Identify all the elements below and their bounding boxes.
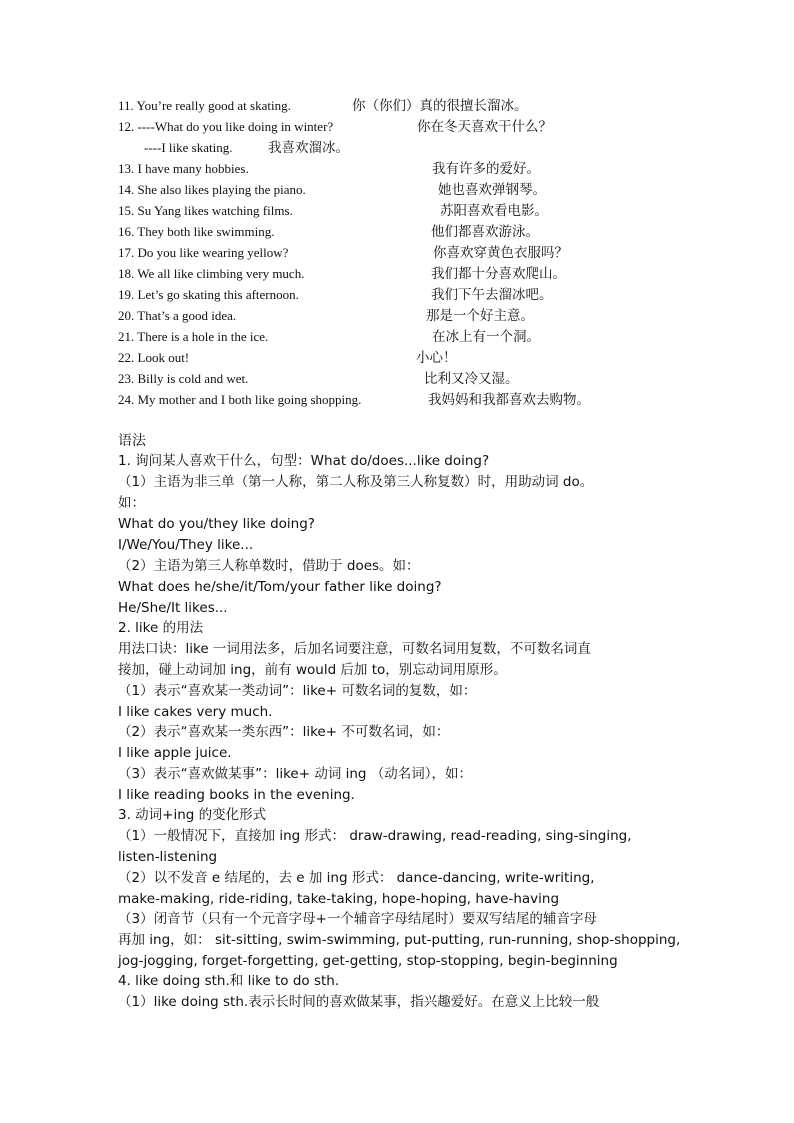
sentence-12-answer-zh: 我喜欢溜冰。	[268, 140, 349, 156]
sentence-22-en: 22. Look out!	[118, 350, 190, 365]
sentence-21-zh: 在冰上有一个洞。	[432, 329, 540, 345]
sentence-19-zh: 我们下午去溜冰吧。	[431, 287, 553, 303]
sentence-17-en: 17. Do you like wearing yellow?	[118, 245, 289, 260]
sentence-13-zh: 我有许多的爱好。	[432, 161, 540, 177]
grammar-line: 用法口诀：like 一词用法多，后加名词要注意，可数名词用复数，不可数名词直	[118, 641, 591, 657]
sentence-18-zh: 我们都十分喜欢爬山。	[431, 266, 566, 282]
grammar-line: （2）表示“喜欢某一类东西”：like+ 不可数名词，如：	[118, 724, 450, 740]
sentence-11-en: 11. You’re really good at skating.	[118, 98, 291, 113]
grammar-line: 4. like doing sth.和 like to do sth.	[118, 973, 340, 989]
sentence-23-en: 23. Billy is cold and wet.	[118, 371, 249, 386]
sentence-11-zh: 你（你们）真的很擅长溜冰。	[352, 98, 528, 114]
sentence-12-en: 12. ----What do you like doing in winter?	[118, 119, 334, 134]
sentence-12-answer-en: ----I like skating.	[144, 140, 233, 155]
grammar-line: listen-listening	[118, 849, 218, 865]
grammar-line: 1. 询问某人喜欢干什么，句型：What do/does...like doing?	[118, 453, 490, 469]
grammar-line: He/She/It likes...	[118, 600, 228, 616]
grammar-line: 再加 ing，如： sit-sitting, swim-swimming, put-putting, run-running, shop-shopping,	[118, 932, 681, 948]
grammar-heading: 语法	[118, 433, 146, 449]
sentence-16-zh: 他们都喜欢游泳。	[431, 224, 539, 240]
sentence-22-zh: 小心！	[416, 350, 457, 366]
sentence-13-en: 13. I have many hobbies.	[118, 161, 249, 176]
sentence-19-en: 19. Let’s go skating this afternoon.	[118, 287, 299, 302]
grammar-line: （3）表示“喜欢做某事”：like+ 动词 ing （动名词），如：	[118, 766, 473, 782]
grammar-line: I/We/You/They like...	[118, 537, 254, 553]
grammar-line: （2）主语为第三人称单数时，借助于 does。如：	[118, 558, 420, 574]
sentence-15-en: 15. Su Yang likes watching films.	[118, 203, 293, 218]
sentence-17-zh: 你喜欢穿黄色衣服吗？	[433, 245, 568, 261]
grammar-line: 2. like 的用法	[118, 620, 204, 636]
grammar-line: （1）主语为非三单（第一人称，第二人称及第三人称复数）时，用助动词 do。	[118, 474, 594, 490]
grammar-line: （1）like doing sth.表示长时间的喜欢做某事，指兴趣爱好。在意义上比较一般	[118, 994, 600, 1010]
sentence-15-zh: 苏阳喜欢看电影。	[440, 203, 548, 219]
grammar-line: 如：	[118, 495, 145, 511]
sentence-16-en: 16. They both like swimming.	[118, 224, 275, 239]
grammar-line: jog-jogging, forget-forgetting, get-getting, stop-stopping, begin-beginning	[118, 953, 618, 969]
sentence-23-zh: 比利又冷又湿。	[424, 371, 519, 387]
grammar-line: I like cakes very much.	[118, 704, 273, 720]
sentence-14-en: 14. She also likes playing the piano.	[118, 182, 306, 197]
grammar-line: （2）以不发音 e 结尾的，去 e 加 ing 形式： dance-dancing, write-writing,	[118, 870, 595, 886]
grammar-line: I like apple juice.	[118, 745, 232, 761]
grammar-line: What do you/they like doing?	[118, 516, 315, 532]
grammar-line: （1）一般情况下，直接加 ing 形式： draw-drawing, read-reading, sing-singing,	[118, 828, 632, 844]
grammar-line: 接加，碰上动词加 ing，前有 would 后加 to，别忘动词用原形。	[118, 662, 507, 678]
grammar-line: I like reading books in the evening.	[118, 787, 355, 803]
grammar-line: 3. 动词+ing 的变化形式	[118, 807, 267, 823]
sentence-24-zh: 我妈妈和我都喜欢去购物。	[428, 392, 590, 408]
sentence-12-zh: 你在冬天喜欢干什么？	[417, 119, 552, 135]
sentence-21-en: 21. There is a hole in the ice.	[118, 329, 269, 344]
grammar-line: （1）表示“喜欢某一类动词”：like+ 可数名词的复数，如：	[118, 683, 477, 699]
grammar-line: What does he/she/it/Tom/your father like doing?	[118, 579, 442, 595]
grammar-line: （3）闭音节（只有一个元音字母+一个辅音字母结尾时）要双写结尾的辅音字母	[118, 911, 597, 927]
grammar-line: make-making, ride-riding, take-taking, hope-hoping, have-having	[118, 891, 560, 907]
sentence-20-zh: 那是一个好主意。	[426, 308, 534, 324]
sentence-14-zh: 她也喜欢弹钢琴。	[438, 182, 546, 198]
sentence-20-en: 20. That’s a good idea.	[118, 308, 237, 323]
sentence-24-en: 24. My mother and I both like going shopping.	[118, 392, 362, 407]
sentence-18-en: 18. We all like climbing very much.	[118, 266, 305, 281]
